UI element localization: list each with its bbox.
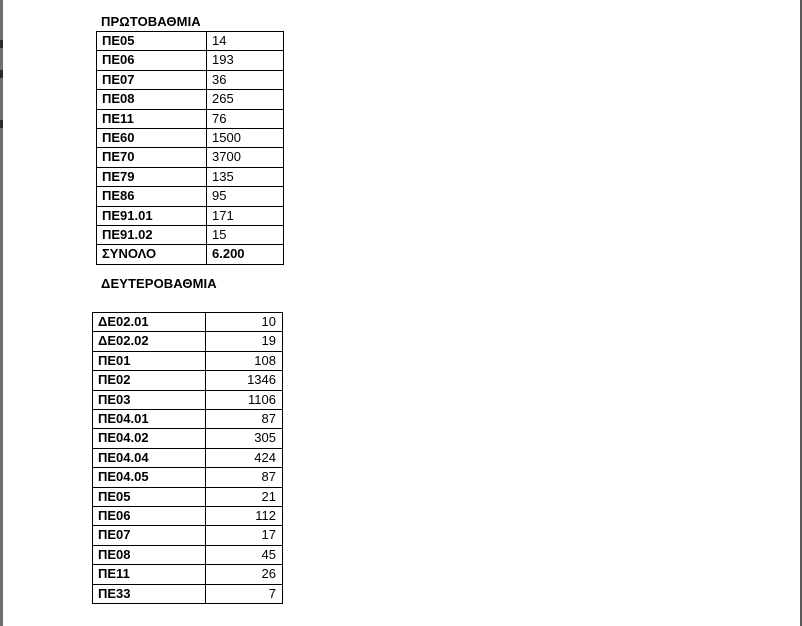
row-value: 424 bbox=[206, 448, 283, 467]
total-value: 6.200 bbox=[207, 245, 284, 264]
table-row bbox=[93, 313, 283, 332]
secondary-heading: ΔΕΥΤΕΡΟΒΑΘΜΙΑ bbox=[101, 276, 217, 291]
row-code: ΠΕ91.02 bbox=[97, 226, 207, 245]
table-row bbox=[97, 70, 284, 89]
row-value: 26 bbox=[206, 565, 283, 584]
row-value: 305 bbox=[206, 429, 283, 448]
table-row bbox=[93, 565, 283, 584]
row-code: ΠΕ01 bbox=[93, 351, 206, 370]
row-code: ΠΕ05 bbox=[93, 487, 206, 506]
row-code: ΠΕ05 bbox=[97, 32, 207, 51]
row-value: 135 bbox=[207, 167, 284, 186]
primary-heading: ΠΡΩΤΟΒΑΘΜΙΑ bbox=[101, 14, 201, 29]
row-code: ΠΕ02 bbox=[93, 371, 206, 390]
table-row bbox=[93, 429, 283, 448]
row-value: 1346 bbox=[206, 371, 283, 390]
row-value: 19 bbox=[206, 332, 283, 351]
row-code: ΠΕ04.02 bbox=[93, 429, 206, 448]
table-row bbox=[93, 371, 283, 390]
table-row bbox=[97, 167, 284, 186]
row-value: 87 bbox=[206, 410, 283, 429]
table-row bbox=[97, 206, 284, 225]
row-value: 36 bbox=[207, 70, 284, 89]
row-code: ΠΕ04.01 bbox=[93, 410, 206, 429]
row-value: 45 bbox=[206, 545, 283, 564]
row-code: ΠΕ06 bbox=[93, 507, 206, 526]
row-code: ΠΕ11 bbox=[97, 109, 207, 128]
table-row bbox=[93, 468, 283, 487]
table-row bbox=[97, 90, 284, 109]
total-label: ΣΥΝΟΛΟ bbox=[97, 245, 207, 264]
table-row bbox=[97, 148, 284, 167]
row-value: 265 bbox=[207, 90, 284, 109]
row-value: 108 bbox=[206, 351, 283, 370]
left-edge-mark bbox=[0, 120, 3, 128]
row-value: 3700 bbox=[207, 148, 284, 167]
row-code: ΠΕ04.05 bbox=[93, 468, 206, 487]
table-row bbox=[93, 526, 283, 545]
row-code: ΠΕ86 bbox=[97, 187, 207, 206]
row-value: 76 bbox=[207, 109, 284, 128]
row-code: ΔΕ02.01 bbox=[93, 313, 206, 332]
row-value: 21 bbox=[206, 487, 283, 506]
row-value: 17 bbox=[206, 526, 283, 545]
left-edge-border bbox=[0, 0, 3, 626]
total-row bbox=[97, 245, 284, 264]
row-code: ΠΕ06 bbox=[97, 51, 207, 70]
table-row bbox=[93, 507, 283, 526]
row-value: 193 bbox=[207, 51, 284, 70]
row-code: ΠΕ60 bbox=[97, 129, 207, 148]
table-row bbox=[97, 109, 284, 128]
row-value: 112 bbox=[206, 507, 283, 526]
table-row bbox=[93, 351, 283, 370]
table-row bbox=[93, 332, 283, 351]
row-value: 87 bbox=[206, 468, 283, 487]
table-row bbox=[97, 51, 284, 70]
row-code: ΠΕ11 bbox=[93, 565, 206, 584]
left-edge-mark bbox=[0, 40, 3, 48]
row-code: ΠΕ08 bbox=[93, 545, 206, 564]
left-edge-mark bbox=[0, 70, 3, 78]
row-code: ΠΕ04.04 bbox=[93, 448, 206, 467]
row-value: 1106 bbox=[206, 390, 283, 409]
primary-table bbox=[96, 31, 284, 265]
table-row bbox=[93, 487, 283, 506]
row-code: ΠΕ08 bbox=[97, 90, 207, 109]
row-code: ΠΕ03 bbox=[93, 390, 206, 409]
row-code: ΠΕ91.01 bbox=[97, 206, 207, 225]
table-row bbox=[97, 129, 284, 148]
row-value: 15 bbox=[207, 226, 284, 245]
table-row bbox=[97, 226, 284, 245]
row-value: 171 bbox=[207, 206, 284, 225]
secondary-table bbox=[92, 312, 283, 604]
table-row bbox=[97, 32, 284, 51]
row-code: ΠΕ33 bbox=[93, 584, 206, 603]
row-value: 1500 bbox=[207, 129, 284, 148]
row-value: 7 bbox=[206, 584, 283, 603]
table-row bbox=[93, 545, 283, 564]
row-code: ΠΕ70 bbox=[97, 148, 207, 167]
table-row bbox=[93, 390, 283, 409]
row-code: ΠΕ07 bbox=[93, 526, 206, 545]
table-row bbox=[93, 410, 283, 429]
row-code: ΔΕ02.02 bbox=[93, 332, 206, 351]
row-value: 14 bbox=[207, 32, 284, 51]
table-row bbox=[97, 187, 284, 206]
row-code: ΠΕ79 bbox=[97, 167, 207, 186]
row-code: ΠΕ07 bbox=[97, 70, 207, 89]
row-value: 10 bbox=[206, 313, 283, 332]
table-row bbox=[93, 448, 283, 467]
row-value: 95 bbox=[207, 187, 284, 206]
table-row bbox=[93, 584, 283, 603]
